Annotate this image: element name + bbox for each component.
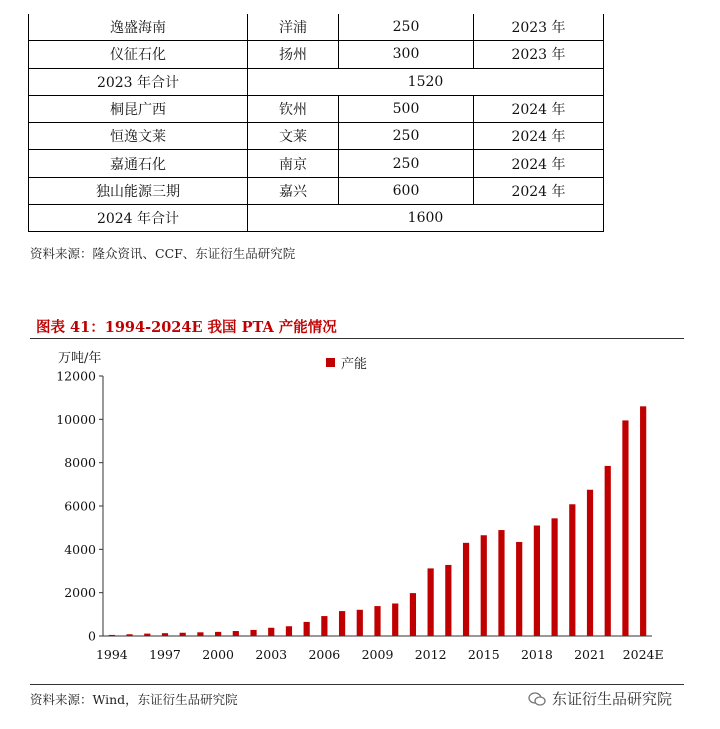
bar-2008	[357, 610, 363, 636]
y-tick-label: 4000	[64, 541, 96, 557]
bar-2000	[215, 632, 221, 636]
bar-2014	[463, 543, 469, 636]
capacity-cell: 300	[339, 41, 474, 68]
bar-2018	[534, 526, 540, 637]
table-row	[29, 177, 604, 204]
table-row	[29, 95, 604, 122]
total-value-cell: 1520	[248, 68, 604, 95]
location-cell: 钦州	[248, 95, 339, 122]
watermark	[528, 688, 672, 709]
chart-source-note: 资料来源：Wind，东证衍生品研究院	[30, 692, 238, 707]
legend-label: 产能	[341, 357, 368, 372]
bar-2021	[587, 490, 593, 636]
table-total-row	[29, 205, 604, 232]
x-tick-label: 2009	[361, 647, 394, 662]
project-cell: 仪征石化	[29, 41, 248, 68]
bar-2010	[392, 604, 398, 637]
bar-2001	[233, 631, 239, 636]
wechat-icon	[528, 692, 546, 706]
x-tick-label: 2015	[467, 647, 500, 662]
bar-2006	[321, 616, 327, 636]
year-cell: 2023 年	[474, 14, 604, 41]
bar-1997	[162, 633, 168, 636]
y-tick-label: 2000	[64, 585, 96, 601]
capacity-table	[28, 14, 604, 232]
bar-2007	[339, 611, 345, 636]
bar-2023	[622, 420, 628, 636]
source-rule	[30, 684, 684, 685]
project-cell: 桐昆广西	[29, 95, 248, 122]
bar-2005	[304, 622, 310, 636]
x-tick-label: 2024E	[622, 647, 664, 662]
y-axis-label: 万吨/年	[58, 351, 102, 366]
bar-2015	[481, 535, 487, 636]
y-tick-label: 12000	[56, 368, 96, 384]
table-row	[29, 14, 604, 41]
capacity-cell: 600	[339, 177, 474, 204]
project-cell: 独山能源三期	[29, 177, 248, 204]
total-value-cell: 1600	[248, 205, 604, 232]
bar-2012	[428, 568, 434, 636]
project-cell: 逸盛海南	[29, 14, 248, 41]
bar-2017	[516, 542, 522, 636]
bar-1996	[144, 634, 150, 636]
x-tick-label: 1997	[149, 647, 181, 662]
table-source-note: 资料来源：隆众资讯、CCF、东证衍生品研究院	[30, 246, 296, 261]
table-total-row	[29, 68, 604, 95]
capacity-cell: 250	[339, 14, 474, 41]
table-row	[29, 123, 604, 150]
x-tick-label: 2006	[308, 647, 341, 662]
year-cell: 2024 年	[474, 123, 604, 150]
x-tick-label: 2018	[520, 647, 553, 662]
y-tick-label: 10000	[56, 411, 96, 427]
bar-2020	[569, 504, 575, 636]
year-cell: 2024 年	[474, 150, 604, 177]
y-tick-label: 0	[88, 628, 96, 644]
table-row	[29, 150, 604, 177]
bar-1995	[126, 634, 132, 636]
table-row	[29, 41, 604, 68]
x-tick-label: 2003	[255, 647, 288, 662]
total-label-cell: 2024 年合计	[29, 205, 248, 232]
bar-2016	[498, 530, 504, 636]
year-cell: 2023 年	[474, 41, 604, 68]
bar-2004	[286, 626, 292, 636]
total-label-cell: 2023 年合计	[29, 68, 248, 95]
location-cell: 南京	[248, 150, 339, 177]
project-cell: 恒逸文莱	[29, 123, 248, 150]
bar-2024E	[640, 406, 646, 636]
location-cell: 文莱	[248, 123, 339, 150]
location-cell: 洋浦	[248, 14, 339, 41]
figure-title: 图表 41：1994-2024E 我国 PTA 产能情况	[36, 319, 337, 336]
year-cell: 2024 年	[474, 95, 604, 122]
bar-2003	[268, 628, 274, 636]
bar-1994	[109, 635, 115, 636]
bar-1998	[180, 633, 186, 636]
y-tick-label: 8000	[64, 455, 96, 471]
project-cell: 嘉通石化	[29, 150, 248, 177]
title-rule	[30, 338, 684, 339]
pta-capacity-chart	[0, 340, 720, 680]
bar-2011	[410, 593, 416, 636]
bar-2022	[605, 466, 611, 636]
bar-2013	[445, 565, 451, 636]
year-cell: 2024 年	[474, 177, 604, 204]
x-tick-label: 2021	[574, 647, 606, 662]
legend-swatch	[326, 358, 335, 367]
location-cell: 扬州	[248, 41, 339, 68]
y-tick-label: 6000	[64, 498, 96, 514]
x-tick-label: 2000	[202, 647, 235, 662]
location-cell: 嘉兴	[248, 177, 339, 204]
bar-2009	[374, 606, 380, 636]
capacity-cell: 250	[339, 123, 474, 150]
capacity-cell: 500	[339, 95, 474, 122]
bar-2002	[250, 630, 256, 636]
capacity-cell: 250	[339, 150, 474, 177]
bar-2019	[551, 518, 557, 636]
x-tick-label: 2012	[414, 647, 447, 662]
watermark-text: 东证衍生品研究院	[552, 690, 673, 708]
bar-1999	[197, 632, 203, 636]
x-tick-label: 1994	[95, 647, 128, 662]
